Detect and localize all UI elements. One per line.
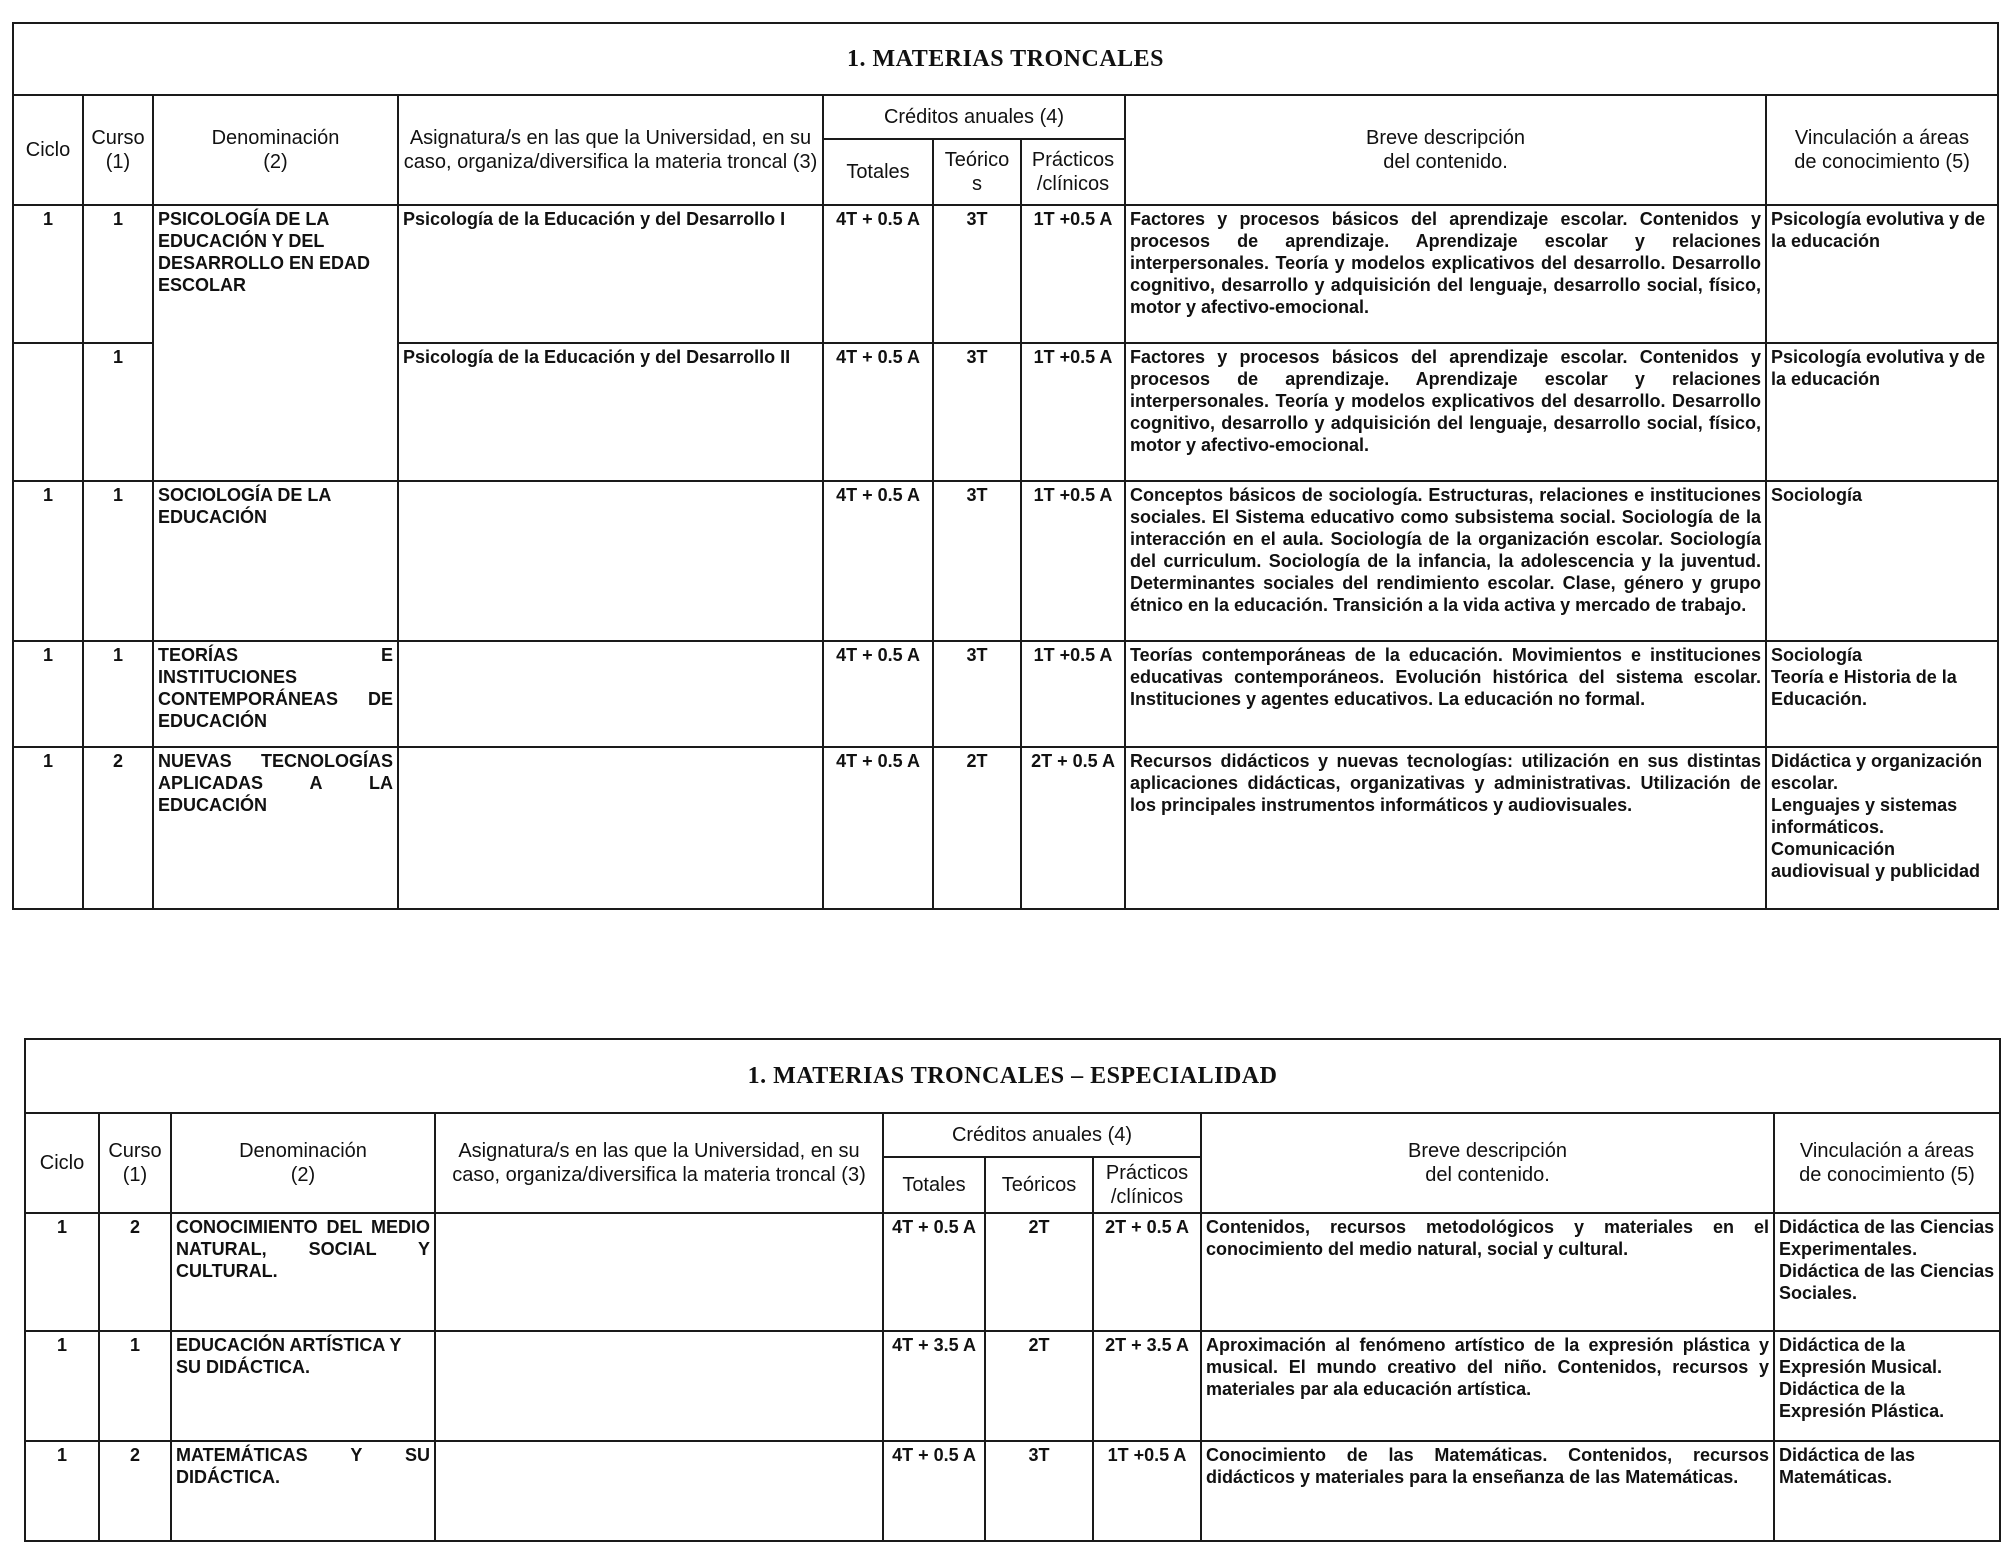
cell-practicos: 2T + 0.5 A	[1093, 1213, 1201, 1331]
cell-practicos: 1T +0.5 A	[1021, 641, 1125, 747]
cell-denominacion: CONOCIMIENTO DEL MEDIO NATURAL, SOCIAL Y CULTURAL.	[171, 1213, 435, 1331]
header-vinculacion: Vinculación a áreas de conocimiento (5)	[1774, 1113, 2000, 1213]
cell-ciclo	[13, 343, 83, 481]
header-practicos: Prácticos /clínicos	[1021, 139, 1125, 205]
cell-asignatura	[435, 1213, 883, 1331]
cell-totales: 4T + 3.5 A	[883, 1331, 985, 1441]
cell-practicos: 1T +0.5 A	[1021, 343, 1125, 481]
header-curso: Curso (1)	[83, 95, 153, 205]
header-teoricos: Teórico s	[933, 139, 1021, 205]
cell-practicos: 1T +0.5 A	[1021, 205, 1125, 343]
header-practicos: Prácticos /clínicos	[1093, 1157, 1201, 1213]
cell-ciclo: 1	[13, 747, 83, 909]
table-title: 1. MATERIAS TRONCALES	[13, 23, 1998, 95]
cell-curso: 1	[83, 481, 153, 641]
cell-ciclo: 1	[13, 205, 83, 343]
header-curso: Curso (1)	[99, 1113, 171, 1213]
cell-denominacion: EDUCACIÓN ARTÍSTICA Y SU DIDÁCTICA.	[171, 1331, 435, 1441]
cell-asignatura	[435, 1331, 883, 1441]
table-row	[13, 641, 1998, 747]
cell-vinculacion: Psicología evolutiva y de la educación	[1766, 205, 1998, 343]
cell-vinculacion: Sociología	[1766, 481, 1998, 641]
cell-totales: 4T + 0.5 A	[823, 481, 933, 641]
cell-asignatura	[398, 641, 823, 747]
cell-asignatura	[398, 747, 823, 909]
cell-asignatura	[435, 1441, 883, 1541]
cell-practicos: 2T + 3.5 A	[1093, 1331, 1201, 1441]
cell-descripcion: Factores y procesos básicos del aprendizaje escolar. Contenidos y procesos de aprendizaje. Aprendizaje escolar y relaciones interpersonales. Teoría y modelos explicativos del desarrollo. Desarrollo cognitivo, desarrollo y adquisición del lenguaje, desarrollo social, físico, motor y afectivo-emocional.	[1125, 205, 1766, 343]
cell-descripcion: Teorías contemporáneas de la educación. Movimientos e instituciones educativas contemporáneos. Evolución histórica del sistema escolar. Instituciones y agentes educativos. La educación no formal.	[1125, 641, 1766, 747]
cell-asignatura	[398, 481, 823, 641]
cell-curso: 1	[83, 641, 153, 747]
cell-teoricos: 3T	[985, 1441, 1093, 1541]
cell-descripcion: Recursos didácticos y nuevas tecnologías: utilización en sus distintas aplicaciones didácticas, organizativas y administrativas. Utilización de los principales instrumentos informáticos y audiovisuales.	[1125, 747, 1766, 909]
header-denominacion: Denominación (2)	[171, 1113, 435, 1213]
cell-curso: 1	[83, 205, 153, 343]
header-creditos: Créditos anuales (4)	[823, 95, 1125, 139]
cell-vinculacion: Sociología Teoría e Historia de la Educación.	[1766, 641, 1998, 747]
cell-descripcion: Aproximación al fenómeno artístico de la expresión plástica y musical. El mundo creativo del niño. Contenidos, recursos y materiales par ala educación artística.	[1201, 1331, 1774, 1441]
cell-descripcion: Contenidos, recursos metodológicos y materiales en el conocimiento del medio natural, social y cultural.	[1201, 1213, 1774, 1331]
cell-totales: 4T + 0.5 A	[823, 343, 933, 481]
cell-totales: 4T + 0.5 A	[883, 1213, 985, 1331]
cell-teoricos: 3T	[933, 205, 1021, 343]
cell-ciclo: 1	[13, 481, 83, 641]
cell-denominacion: MATEMÁTICAS Y SU DIDÁCTICA.	[171, 1441, 435, 1541]
cell-descripcion: Conocimiento de las Matemáticas. Contenidos, recursos didácticos y materiales para la enseñanza de las Matemáticas.	[1201, 1441, 1774, 1541]
cell-teoricos: 3T	[933, 641, 1021, 747]
table-row	[13, 481, 1998, 641]
table-title: 1. MATERIAS TRONCALES – ESPECIALIDAD	[25, 1039, 2000, 1113]
table-row	[13, 205, 1998, 343]
cell-denominacion: PSICOLOGÍA DE LA EDUCACIÓN Y DEL DESARROLLO EN EDAD ESCOLAR	[153, 205, 398, 481]
header-asignatura: Asignatura/s en las que la Universidad, en su caso, organiza/diversifica la materia troncal (3)	[398, 95, 823, 205]
cell-asignatura: Psicología de la Educación y del Desarrollo I	[398, 205, 823, 343]
cell-ciclo: 1	[13, 641, 83, 747]
table-row	[25, 1213, 2000, 1331]
cell-teoricos: 2T	[985, 1331, 1093, 1441]
cell-denominacion: NUEVAS TECNOLOGÍAS APLICADAS A LA EDUCACIÓN	[153, 747, 398, 909]
cell-practicos: 1T +0.5 A	[1093, 1441, 1201, 1541]
cell-teoricos: 3T	[933, 481, 1021, 641]
cell-teoricos: 2T	[985, 1213, 1093, 1331]
header-vinculacion: Vinculación a áreas de conocimiento (5)	[1766, 95, 1998, 205]
header-ciclo: Ciclo	[13, 95, 83, 205]
cell-curso: 1	[83, 343, 153, 481]
cell-denominacion: SOCIOLOGÍA DE LA EDUCACIÓN	[153, 481, 398, 641]
header-teoricos: Teóricos	[985, 1157, 1093, 1213]
cell-totales: 4T + 0.5 A	[823, 641, 933, 747]
table-row	[25, 1331, 2000, 1441]
cell-practicos: 2T + 0.5 A	[1021, 747, 1125, 909]
cell-totales: 4T + 0.5 A	[823, 747, 933, 909]
cell-ciclo: 1	[25, 1441, 99, 1541]
cell-practicos: 1T +0.5 A	[1021, 481, 1125, 641]
cell-vinculacion: Psicología evolutiva y de la educación	[1766, 343, 1998, 481]
cell-ciclo: 1	[25, 1331, 99, 1441]
header-descripcion: Breve descripción del contenido.	[1201, 1113, 1774, 1213]
header-creditos: Créditos anuales (4)	[883, 1113, 1201, 1157]
cell-teoricos: 2T	[933, 747, 1021, 909]
cell-ciclo: 1	[25, 1213, 99, 1331]
cell-totales: 4T + 0.5 A	[883, 1441, 985, 1541]
table-row	[25, 1441, 2000, 1541]
cell-curso: 1	[99, 1331, 171, 1441]
cell-curso: 2	[83, 747, 153, 909]
header-denominacion: Denominación (2)	[153, 95, 398, 205]
cell-vinculacion: Didáctica de las Matemáticas.	[1774, 1441, 2000, 1541]
troncales-especialidad-table	[24, 1038, 2001, 1542]
cell-asignatura: Psicología de la Educación y del Desarrollo II	[398, 343, 823, 481]
header-asignatura: Asignatura/s en las que la Universidad, en su caso, organiza/diversifica la materia troncal (3)	[435, 1113, 883, 1213]
cell-descripcion: Conceptos básicos de sociología. Estructuras, relaciones e instituciones sociales. El Sistema educativo como subsistema social. Sociología de la interacción en el aula. Sociología de la organización escolar. Sociología del curriculum. Sociología de la infancia, la adolescencia y la juventud. Determinantes sociales del rendimiento escolar. Clase, género y grupo étnico en la educación. Transición a la vida activa y mercado de trabajo.	[1125, 481, 1766, 641]
cell-totales: 4T + 0.5 A	[823, 205, 933, 343]
cell-vinculacion: Didáctica de las Ciencias Experimentales. Didáctica de las Ciencias Sociales.	[1774, 1213, 2000, 1331]
header-descripcion: Breve descripción del contenido.	[1125, 95, 1766, 205]
table-row	[13, 747, 1998, 909]
cell-denominacion: TEORÍAS E INSTITUCIONES CONTEMPORÁNEAS DE EDUCACIÓN	[153, 641, 398, 747]
header-totales: Totales	[883, 1157, 985, 1213]
troncales-table	[12, 22, 1999, 910]
cell-teoricos: 3T	[933, 343, 1021, 481]
cell-descripcion: Factores y procesos básicos del aprendizaje escolar. Contenidos y procesos de aprendizaje. Aprendizaje escolar y relaciones interpersonales. Teoría y modelos explicativos del desarrollo. Desarrollo cognitivo, desarrollo y adquisición del lenguaje, desarrollo social, físico, motor y afectivo-emocional.	[1125, 343, 1766, 481]
cell-curso: 2	[99, 1213, 171, 1331]
header-ciclo: Ciclo	[25, 1113, 99, 1213]
cell-curso: 2	[99, 1441, 171, 1541]
cell-vinculacion: Didáctica y organización escolar. Lenguajes y sistemas informáticos. Comunicación audiovisual y publicidad	[1766, 747, 1998, 909]
header-totales: Totales	[823, 139, 933, 205]
cell-vinculacion: Didáctica de la Expresión Musical. Didáctica de la Expresión Plástica.	[1774, 1331, 2000, 1441]
